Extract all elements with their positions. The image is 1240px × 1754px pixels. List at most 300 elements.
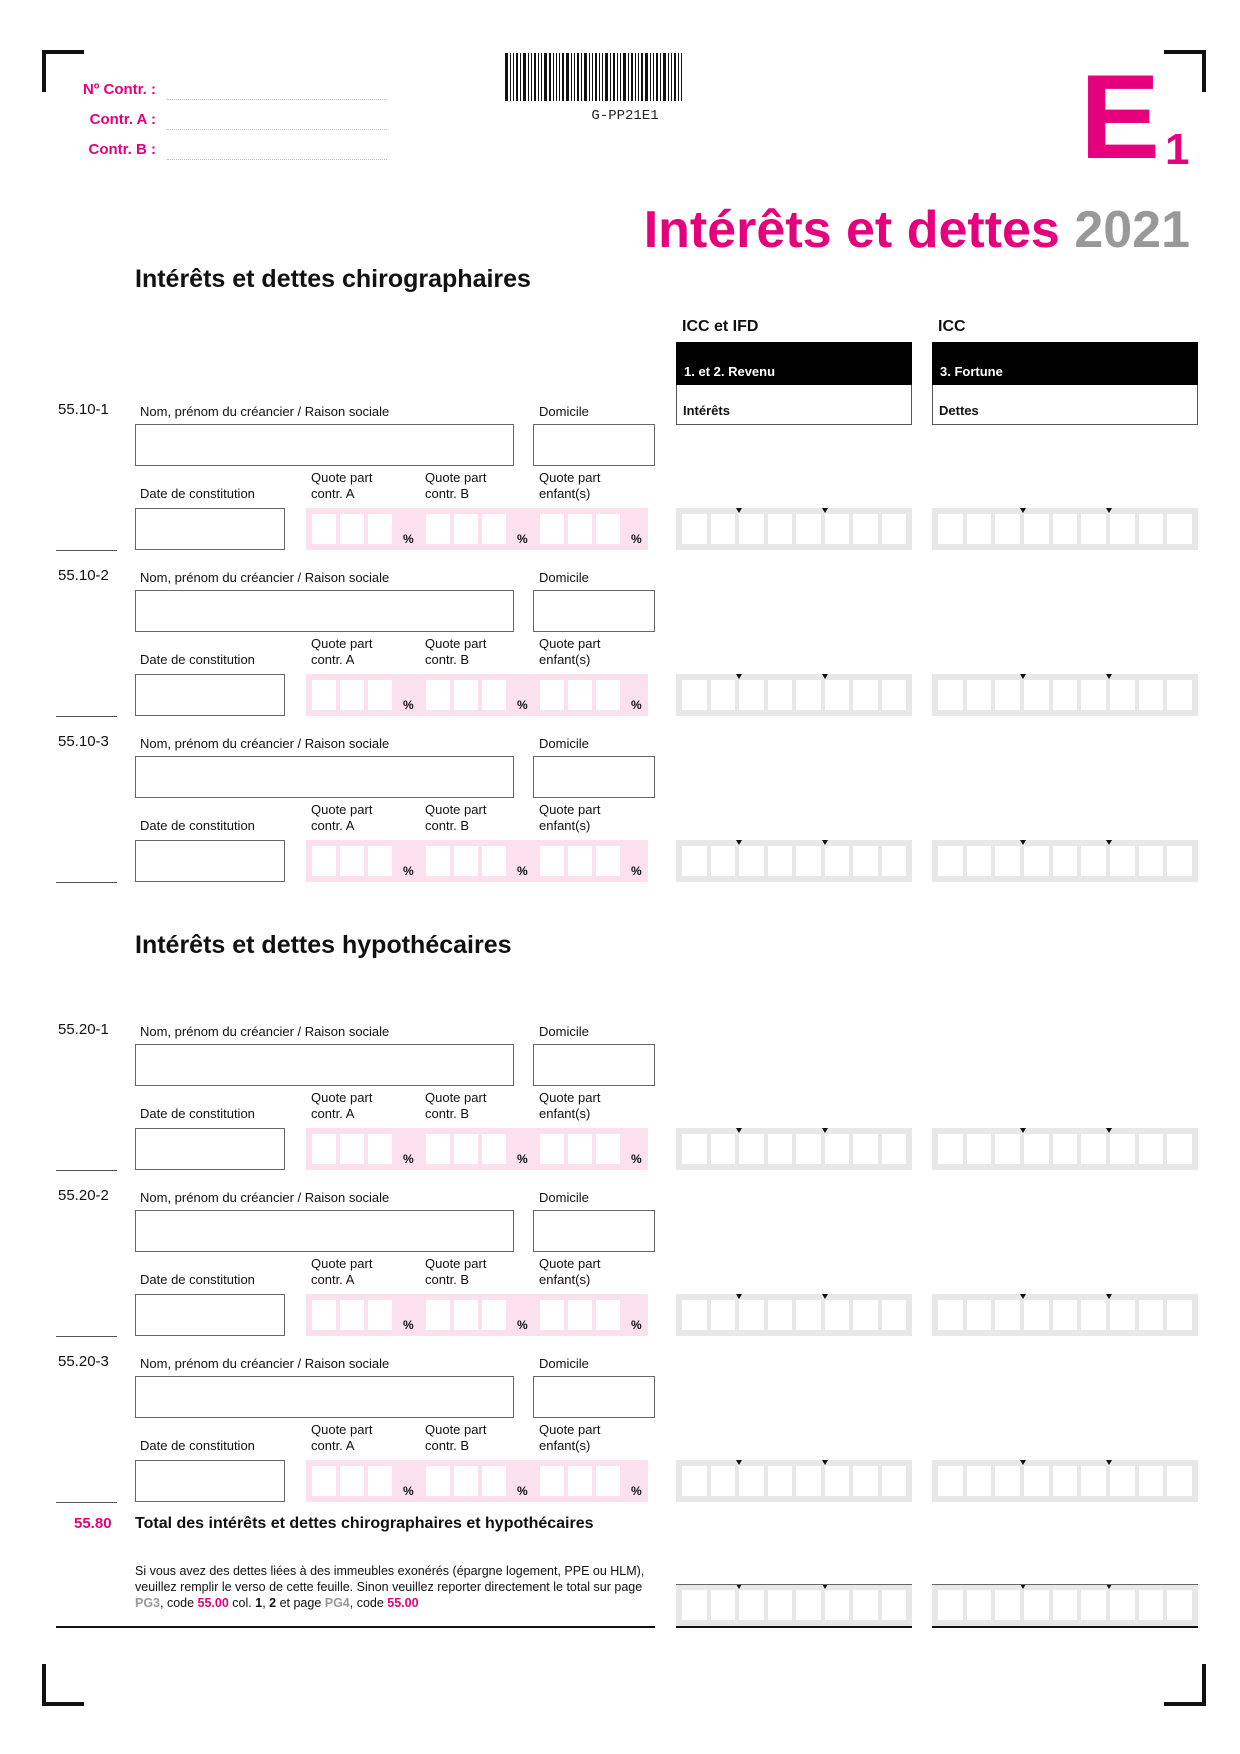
barcode-bar — [641, 53, 643, 101]
percent-sign: % — [403, 698, 414, 712]
quote-a-label: Quote part contr. A — [311, 636, 373, 667]
corner-mark-top-right — [1164, 50, 1206, 92]
barcode-bar — [650, 53, 651, 101]
total-interets-input[interactable] — [676, 1584, 912, 1626]
quote-a-label: Quote part contr. A — [311, 1422, 373, 1453]
separator-tick-icon — [1020, 674, 1026, 679]
digit-cell — [768, 1466, 793, 1496]
quote-a-label: Quote part contr. A — [311, 470, 373, 501]
percent-digit-cell — [426, 1300, 450, 1330]
contr-b-field[interactable] — [167, 159, 387, 160]
domicile-input[interactable] — [533, 756, 655, 798]
digit-cell — [711, 1134, 736, 1164]
barcode-bar — [584, 53, 587, 101]
digit-cell — [682, 1590, 707, 1620]
quote-children-label: Quote part enfant(s) — [539, 1090, 601, 1121]
creditor-name-input[interactable] — [135, 590, 514, 632]
creditor-name-label: Nom, prénom du créancier / Raison sociale — [140, 570, 390, 585]
date-input[interactable] — [135, 1294, 285, 1336]
digit-cell — [1139, 680, 1164, 710]
digit-cell — [1053, 514, 1078, 544]
quote-children-label: Quote part enfant(s) — [539, 1422, 601, 1453]
percent-digit-cell — [568, 1466, 592, 1496]
digit-cell — [938, 680, 963, 710]
digit-cell — [825, 680, 850, 710]
date-input[interactable] — [135, 508, 285, 550]
quote-children-label: Quote part enfant(s) — [539, 802, 601, 833]
percent-digit-cell — [596, 1466, 620, 1496]
digit-cell — [796, 1134, 821, 1164]
total-note — [135, 1563, 655, 1611]
percent-digit-cell — [596, 1300, 620, 1330]
bottom-rule-left — [56, 1626, 655, 1628]
digit-cell — [1167, 1300, 1192, 1330]
section-title-chirographaires: Intérêts et dettes chirographaires — [135, 265, 531, 293]
contr-number-field[interactable] — [167, 99, 387, 100]
digit-cell — [1110, 680, 1135, 710]
barcode-bar — [681, 53, 682, 101]
digit-cell — [1167, 680, 1192, 710]
digit-cell — [1053, 680, 1078, 710]
quote-b-label: Quote part contr. B — [425, 1422, 487, 1453]
digit-cell — [1139, 514, 1164, 544]
total-note-pg4: PG4 — [324, 1596, 350, 1610]
digit-cell — [1081, 1466, 1106, 1496]
percent-digit-cell — [596, 846, 620, 876]
dettes-amount-input[interactable] — [932, 674, 1198, 716]
barcode-bar — [623, 53, 626, 101]
percent-digit-cell — [368, 680, 392, 710]
percent-sign: % — [631, 864, 642, 878]
barcode-bar — [566, 53, 569, 101]
percent-sign: % — [403, 1318, 414, 1332]
domicile-label: Domicile — [539, 570, 589, 585]
digit-cell — [967, 1590, 992, 1620]
barcode-bar — [613, 53, 615, 101]
domicile-input[interactable] — [533, 590, 655, 632]
barcode-bar — [553, 53, 554, 101]
digit-cell — [882, 680, 907, 710]
separator-tick-icon — [822, 1460, 828, 1465]
barcode-bar — [531, 53, 532, 101]
total-code: 55.80 — [74, 1515, 112, 1532]
percent-digit-cell — [426, 1134, 450, 1164]
creditor-name-input[interactable] — [135, 1376, 514, 1418]
digit-cell — [682, 1134, 707, 1164]
digit-cell — [1081, 514, 1106, 544]
barcode-bar — [617, 53, 618, 101]
total-dettes-input[interactable] — [932, 1584, 1198, 1626]
digit-cell — [1167, 1590, 1192, 1620]
digit-cell — [1139, 846, 1164, 876]
digit-cell — [739, 514, 764, 544]
date-label: Date de constitution — [140, 1272, 255, 1287]
separator-tick-icon — [736, 1294, 742, 1299]
percent-digit-cell — [426, 1466, 450, 1496]
barcode-bar — [562, 53, 564, 101]
quote-children-input[interactable] — [534, 840, 648, 882]
barcode-bar — [577, 53, 579, 101]
digit-cell — [682, 680, 707, 710]
digit-cell — [1139, 1590, 1164, 1620]
page-title — [644, 200, 1190, 260]
contr-b-label: Contr. B : — [88, 141, 156, 158]
percent-sign: % — [517, 698, 528, 712]
dettes-amount-input[interactable] — [932, 1128, 1198, 1170]
digit-cell — [853, 680, 878, 710]
separator-tick-icon — [1020, 1128, 1026, 1133]
quote-b-label: Quote part contr. B — [425, 1256, 487, 1287]
digit-cell — [711, 514, 736, 544]
creditor-name-label: Nom, prénom du créancier / Raison sociale — [140, 1024, 390, 1039]
digit-cell — [882, 1300, 907, 1330]
quote-b-label: Quote part contr. B — [425, 802, 487, 833]
separator-tick-icon — [736, 674, 742, 679]
barcode-bar — [589, 53, 590, 101]
dettes-amount-input[interactable] — [932, 508, 1198, 550]
percent-digit-cell — [340, 1466, 364, 1496]
digit-cell — [1110, 514, 1135, 544]
percent-sign: % — [517, 1152, 528, 1166]
percent-sign: % — [403, 532, 414, 546]
creditor-name-label: Nom, prénom du créancier / Raison sociale — [140, 404, 390, 419]
digit-cell — [825, 846, 850, 876]
digit-cell — [1081, 1300, 1106, 1330]
digit-cell — [1139, 1300, 1164, 1330]
page-title-main: Intérêts et dettes — [643, 201, 1060, 259]
digit-cell — [682, 1300, 707, 1330]
date-label: Date de constitution — [140, 486, 255, 501]
digit-cell — [995, 680, 1020, 710]
date-input[interactable] — [135, 840, 285, 882]
percent-sign: % — [403, 1484, 414, 1498]
digit-cell — [711, 1300, 736, 1330]
barcode-bar — [605, 53, 608, 101]
digit-cell — [882, 1134, 907, 1164]
barcode-bar — [628, 53, 629, 101]
quote-b-label: Quote part contr. B — [425, 1090, 487, 1121]
barcode-bar — [635, 53, 636, 101]
barcode-bar — [631, 53, 633, 101]
digit-cell — [967, 514, 992, 544]
percent-digit-cell — [482, 1300, 506, 1330]
domicile-input[interactable] — [533, 1044, 655, 1086]
col1-header — [682, 318, 758, 336]
digit-cell — [1024, 1300, 1049, 1330]
percent-digit-cell — [426, 680, 450, 710]
separator-tick-icon — [1106, 674, 1112, 679]
barcode-bar — [523, 53, 526, 101]
percent-sign: % — [517, 1318, 528, 1332]
digit-cell — [882, 514, 907, 544]
barcode-bar — [574, 53, 575, 101]
barcode-bar — [638, 53, 639, 101]
quote-b-input[interactable] — [420, 674, 534, 716]
total-note-text-1: Si vous avez des dettes liées à des immeubles exonérés (épargne logement, PPE ou HLM), veuillez remplir le verso de cette feuille. Sinon veuillez reporter directement le total sur page — [135, 1564, 645, 1594]
digit-cell — [1053, 1300, 1078, 1330]
percent-digit-cell — [368, 1134, 392, 1164]
quote-children-label: Quote part enfant(s) — [539, 1256, 601, 1287]
quote-children-input[interactable] — [534, 1128, 648, 1170]
digit-cell — [825, 1300, 850, 1330]
digit-cell — [853, 846, 878, 876]
percent-digit-cell — [482, 514, 506, 544]
barcode-bar — [571, 53, 572, 101]
digit-cell — [882, 1466, 907, 1496]
digit-cell — [825, 514, 850, 544]
digit-cell — [768, 680, 793, 710]
row-code: 55.10-3 — [58, 733, 109, 750]
digit-cell — [768, 1300, 793, 1330]
digit-cell — [995, 1134, 1020, 1164]
creditor-name-input[interactable] — [135, 424, 514, 466]
digit-cell — [739, 680, 764, 710]
interets-amount-input[interactable] — [676, 1294, 912, 1336]
digit-cell — [938, 846, 963, 876]
barcode-bar — [534, 53, 536, 101]
total-note-col1: 1 — [255, 1596, 263, 1610]
row-code-underline — [56, 1336, 117, 1337]
barcode — [505, 53, 745, 101]
digit-cell — [768, 1134, 793, 1164]
digit-cell — [825, 1466, 850, 1496]
row-code: 55.10-2 — [58, 567, 109, 584]
percent-digit-cell — [312, 514, 336, 544]
total-title: Total des intérêts et dettes chirographaires et hypothécaires — [135, 1515, 594, 1532]
col1-header-text: ICC et IFD — [682, 318, 759, 335]
col2-box: Dettes — [932, 385, 1198, 425]
percent-digit-cell — [368, 1300, 392, 1330]
digit-cell — [796, 846, 821, 876]
quote-a-input[interactable] — [306, 1128, 420, 1170]
percent-digit-cell — [540, 1300, 564, 1330]
digit-cell — [1024, 1590, 1049, 1620]
separator-tick-icon — [1106, 840, 1112, 845]
quote-b-input[interactable] — [420, 1460, 534, 1502]
separator-tick-icon — [822, 840, 828, 845]
digit-cell — [1053, 846, 1078, 876]
digit-cell — [1167, 514, 1192, 544]
digit-cell — [995, 1590, 1020, 1620]
domicile-input[interactable] — [533, 424, 655, 466]
row-code-underline — [56, 716, 117, 717]
creditor-name-label: Nom, prénom du créancier / Raison sociale — [140, 1190, 390, 1205]
percent-digit-cell — [568, 846, 592, 876]
domicile-label: Domicile — [539, 1356, 589, 1371]
percent-digit-cell — [312, 1134, 336, 1164]
total-note-pg3: PG3 — [135, 1596, 161, 1610]
percent-digit-cell — [540, 680, 564, 710]
total-note-text-4: , — [262, 1596, 270, 1610]
domicile-input[interactable] — [533, 1210, 655, 1252]
digit-cell — [1024, 680, 1049, 710]
quote-children-input[interactable] — [534, 1460, 648, 1502]
interets-amount-input[interactable] — [676, 508, 912, 550]
separator-tick-icon — [822, 1128, 828, 1133]
digit-cell — [711, 1466, 736, 1496]
contr-a-field[interactable] — [167, 129, 387, 130]
digit-cell — [853, 1134, 878, 1164]
digit-cell — [796, 680, 821, 710]
digit-cell — [1110, 1134, 1135, 1164]
contr-number-label: Nº Contr. : — [83, 81, 156, 98]
quote-children-input[interactable] — [534, 674, 648, 716]
domicile-label: Domicile — [539, 736, 589, 751]
digit-cell — [938, 514, 963, 544]
percent-digit-cell — [340, 680, 364, 710]
date-label: Date de constitution — [140, 1438, 255, 1453]
dettes-amount-input[interactable] — [932, 1294, 1198, 1336]
separator-tick-icon — [736, 840, 742, 845]
barcode-bar — [541, 53, 542, 101]
percent-digit-cell — [340, 514, 364, 544]
total-note-code2: 55.00 — [387, 1596, 419, 1610]
percent-digit-cell — [312, 1300, 336, 1330]
digit-cell — [938, 1300, 963, 1330]
quote-b-input[interactable] — [420, 508, 534, 550]
digit-cell — [682, 1466, 707, 1496]
percent-digit-cell — [426, 846, 450, 876]
row-code-underline — [56, 882, 117, 883]
creditor-name-input[interactable] — [135, 1044, 514, 1086]
quote-b-input[interactable] — [420, 1294, 534, 1336]
percent-digit-cell — [540, 1134, 564, 1164]
barcode-bar — [556, 53, 557, 101]
digit-cell — [1081, 1134, 1106, 1164]
barcode-bar — [645, 53, 648, 101]
digit-cell — [825, 1590, 850, 1620]
interets-amount-input[interactable] — [676, 674, 912, 716]
date-input[interactable] — [135, 1460, 285, 1502]
quote-b-label: Quote part contr. B — [425, 636, 487, 667]
domicile-label: Domicile — [539, 1024, 589, 1039]
barcode-bar — [520, 53, 521, 101]
separator-tick-icon — [736, 508, 742, 513]
domicile-input[interactable] — [533, 1376, 655, 1418]
date-label: Date de constitution — [140, 818, 255, 833]
percent-digit-cell — [568, 514, 592, 544]
percent-digit-cell — [568, 680, 592, 710]
col1-bar: 1. et 2. Revenu — [676, 342, 912, 385]
digit-cell — [768, 1590, 793, 1620]
digit-cell — [1139, 1134, 1164, 1164]
digit-cell — [1081, 680, 1106, 710]
quote-a-input[interactable] — [306, 674, 420, 716]
dettes-amount-input[interactable] — [932, 1460, 1198, 1502]
digit-cell — [882, 1590, 907, 1620]
digit-cell — [938, 1134, 963, 1164]
barcode-bar — [505, 53, 508, 101]
digit-cell — [768, 846, 793, 876]
barcode-bar — [581, 53, 582, 101]
barcode-bar — [674, 53, 676, 101]
percent-digit-cell — [596, 514, 620, 544]
separator-tick-icon — [1106, 508, 1112, 513]
digit-cell — [825, 1134, 850, 1164]
digit-cell — [853, 514, 878, 544]
digit-cell — [1139, 1466, 1164, 1496]
quote-children-input[interactable] — [534, 1294, 648, 1336]
total-note-col2: 2 — [269, 1596, 277, 1610]
creditor-name-input[interactable] — [135, 756, 514, 798]
digit-cell — [995, 1300, 1020, 1330]
percent-sign: % — [517, 1484, 528, 1498]
quote-a-label: Quote part contr. A — [311, 1256, 373, 1287]
digit-cell — [1110, 1300, 1135, 1330]
separator-tick-icon — [736, 1128, 742, 1133]
bottom-rule-col2 — [932, 1626, 1198, 1628]
total-col1-topline — [676, 1584, 912, 1585]
digit-cell — [995, 514, 1020, 544]
domicile-label: Domicile — [539, 404, 589, 419]
interets-amount-input[interactable] — [676, 840, 912, 882]
digit-cell — [967, 680, 992, 710]
date-input[interactable] — [135, 1128, 285, 1170]
quote-b-input[interactable] — [420, 840, 534, 882]
percent-sign: % — [517, 864, 528, 878]
quote-b-input[interactable] — [420, 1128, 534, 1170]
date-input[interactable] — [135, 674, 285, 716]
digit-cell — [882, 846, 907, 876]
quote-a-input[interactable] — [306, 508, 420, 550]
percent-sign: % — [517, 532, 528, 546]
digit-cell — [938, 1466, 963, 1496]
bottom-rule-col1 — [676, 1626, 912, 1628]
separator-tick-icon — [822, 508, 828, 513]
separator-tick-icon — [1106, 1128, 1112, 1133]
digit-cell — [1167, 846, 1192, 876]
percent-sign: % — [403, 864, 414, 878]
quote-a-input[interactable] — [306, 1460, 420, 1502]
digit-cell — [796, 1466, 821, 1496]
percent-digit-cell — [568, 1134, 592, 1164]
percent-digit-cell — [340, 846, 364, 876]
digit-cell — [1024, 1134, 1049, 1164]
digit-cell — [967, 1300, 992, 1330]
barcode-bar — [516, 53, 518, 101]
digit-cell — [995, 846, 1020, 876]
digit-cell — [796, 1300, 821, 1330]
digit-cell — [1110, 1466, 1135, 1496]
form-letter: E — [1080, 50, 1161, 184]
quote-children-input[interactable] — [534, 508, 648, 550]
interets-amount-input[interactable] — [676, 1128, 912, 1170]
barcode-bar — [668, 53, 669, 101]
col2-header: ICC — [938, 318, 966, 335]
digit-cell — [1081, 846, 1106, 876]
contr-a-label: Contr. A : — [89, 111, 156, 128]
digit-cell — [768, 514, 793, 544]
digit-cell — [853, 1590, 878, 1620]
barcode-bar — [599, 53, 600, 101]
digit-cell — [1081, 1590, 1106, 1620]
quote-a-input[interactable] — [306, 840, 420, 882]
digit-cell — [1024, 1466, 1049, 1496]
creditor-name-input[interactable] — [135, 1210, 514, 1252]
digit-cell — [711, 846, 736, 876]
interets-amount-input[interactable] — [676, 1460, 912, 1502]
corner-mark-bottom-left — [42, 1664, 84, 1706]
separator-tick-icon — [1106, 1460, 1112, 1465]
barcode-bar — [510, 53, 511, 101]
dettes-amount-input[interactable] — [932, 840, 1198, 882]
quote-a-input[interactable] — [306, 1294, 420, 1336]
percent-digit-cell — [340, 1134, 364, 1164]
percent-digit-cell — [312, 680, 336, 710]
barcode-bar — [549, 53, 551, 101]
corner-mark-bottom-right — [1164, 1664, 1206, 1706]
separator-tick-icon — [1106, 1294, 1112, 1299]
